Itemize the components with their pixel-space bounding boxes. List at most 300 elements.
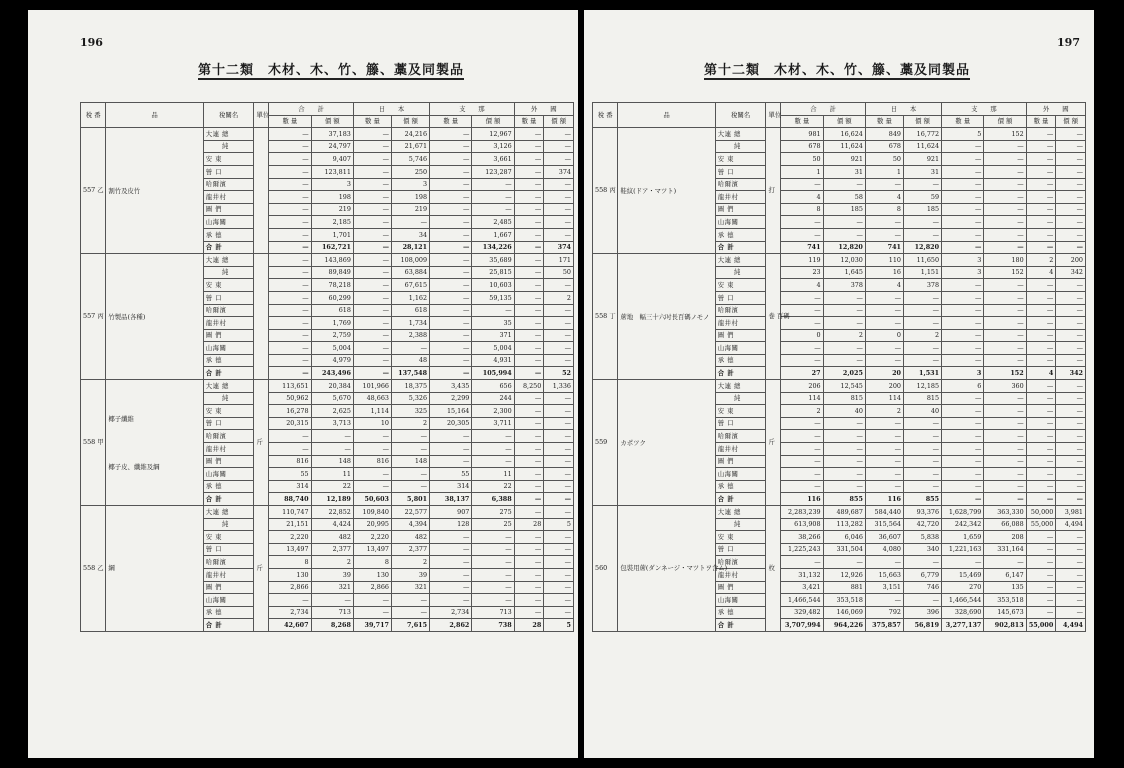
value-cell: —	[311, 443, 353, 456]
customs-name: 純	[203, 140, 254, 153]
item-name-cell	[618, 254, 715, 380]
unit-cell	[254, 254, 269, 380]
value-cell: 152	[984, 128, 1026, 141]
value-cell: 143,869	[311, 254, 353, 267]
value-cell: 198	[391, 191, 429, 204]
value-cell: —	[514, 480, 544, 493]
customs-name: 大連 總	[203, 506, 254, 519]
value-cell: —	[781, 216, 823, 229]
header-tariff-no: 稅 番	[81, 103, 106, 128]
value-cell: —	[430, 266, 472, 279]
value-cell: —	[984, 329, 1026, 342]
value-cell: —	[781, 317, 823, 330]
value-cell: 360	[984, 380, 1026, 393]
value-cell: —	[269, 291, 311, 304]
value-cell: 738	[472, 619, 514, 632]
value-cell: —	[1026, 342, 1056, 355]
value-cell: —	[942, 493, 984, 506]
value-cell: —	[1026, 228, 1056, 241]
value-cell: 171	[544, 254, 574, 267]
customs-name: 大連 總	[715, 128, 766, 141]
customs-name: 圖 們	[203, 455, 254, 468]
value-cell: 921	[903, 153, 941, 166]
value-cell: —	[942, 203, 984, 216]
value-cell: —	[472, 455, 514, 468]
item-name: 綱	[108, 564, 115, 573]
value-cell: 219	[391, 203, 429, 216]
value-cell: 678	[865, 140, 903, 153]
value-cell: —	[1026, 291, 1056, 304]
value-cell: —	[903, 556, 941, 569]
value-cell: —	[781, 417, 823, 430]
value-cell: 656	[472, 380, 514, 393]
value-cell: —	[1056, 153, 1086, 166]
value-cell: 24,216	[391, 128, 429, 141]
value-cell: —	[353, 354, 391, 367]
value-cell: —	[1026, 606, 1056, 619]
value-cell: —	[1056, 468, 1086, 481]
item-name: 包裝用蓆(ダンネージ・マツトヲ含ム)	[620, 564, 728, 573]
page-title	[704, 59, 970, 80]
value-cell: 613,908	[781, 518, 823, 531]
header-unit: 單位	[254, 103, 269, 128]
value-cell: 89,849	[311, 266, 353, 279]
value-cell: —	[781, 468, 823, 481]
value-cell: 3,661	[472, 153, 514, 166]
value-cell: —	[942, 165, 984, 178]
value-cell: 921	[823, 153, 865, 166]
customs-name: 承 德	[715, 606, 766, 619]
customs-name: 山海關	[203, 594, 254, 607]
customs-name: 大連 總	[203, 128, 254, 141]
value-cell: 678	[781, 140, 823, 153]
value-cell: —	[1026, 128, 1056, 141]
value-cell: —	[544, 556, 574, 569]
value-cell: 146,069	[823, 606, 865, 619]
value-cell: —	[1026, 531, 1056, 544]
value-cell: 4,394	[391, 518, 429, 531]
value-cell: —	[544, 455, 574, 468]
value-cell: —	[514, 594, 544, 607]
value-cell: 1	[865, 165, 903, 178]
customs-name: 哈爾濱	[203, 556, 254, 569]
value-cell: 10,603	[472, 279, 514, 292]
value-cell: —	[942, 191, 984, 204]
value-cell: —	[903, 430, 941, 443]
value-cell: —	[514, 191, 544, 204]
value-cell: 321	[391, 581, 429, 594]
value-cell: —	[865, 594, 903, 607]
value-cell: —	[514, 392, 544, 405]
customs-name: 圖 們	[203, 581, 254, 594]
value-cell: 128	[430, 518, 472, 531]
customs-name: 龍井村	[203, 443, 254, 456]
value-cell: —	[903, 594, 941, 607]
value-cell: 113,651	[269, 380, 311, 393]
value-cell: 116	[865, 493, 903, 506]
value-cell: —	[865, 228, 903, 241]
value-cell: 93,376	[903, 506, 941, 519]
value-cell: —	[823, 556, 865, 569]
value-cell: 2,299	[430, 392, 472, 405]
value-cell: 1,734	[391, 317, 429, 330]
value-cell: 2	[823, 329, 865, 342]
value-cell: —	[984, 468, 1026, 481]
value-cell: 15,164	[430, 405, 472, 418]
value-cell: —	[1056, 203, 1086, 216]
value-cell: 2	[781, 405, 823, 418]
value-cell: 148	[311, 455, 353, 468]
customs-name: 合 計	[715, 367, 766, 380]
value-cell: 3,707,994	[781, 619, 823, 632]
tariff-code: 557 丙	[81, 254, 106, 380]
value-cell: 9,407	[311, 153, 353, 166]
value-cell: 855	[903, 493, 941, 506]
item-name-cell	[106, 254, 203, 380]
value-cell: —	[984, 317, 1026, 330]
value-cell: —	[514, 543, 544, 556]
value-cell: 50,000	[1026, 506, 1056, 519]
value-cell: —	[865, 556, 903, 569]
customs-name: 承 德	[203, 354, 254, 367]
value-cell: —	[823, 291, 865, 304]
value-cell: —	[781, 304, 823, 317]
value-cell: 35,689	[472, 254, 514, 267]
value-cell: —	[865, 430, 903, 443]
header-customs: 稅關名	[203, 103, 254, 128]
value-cell: —	[865, 443, 903, 456]
header-value: 價 額	[391, 115, 429, 128]
value-cell: —	[984, 191, 1026, 204]
value-cell: —	[781, 228, 823, 241]
header-row	[81, 103, 574, 116]
value-cell: 2	[391, 417, 429, 430]
header-item-name: 品	[618, 103, 715, 128]
value-cell: 4	[781, 191, 823, 204]
value-cell: —	[430, 291, 472, 304]
value-cell: 78,218	[311, 279, 353, 292]
value-cell: 12,926	[823, 568, 865, 581]
customs-name: 純	[203, 518, 254, 531]
value-cell: 2	[544, 291, 574, 304]
value-cell: 4	[1026, 266, 1056, 279]
value-cell: —	[544, 430, 574, 443]
value-cell: 88,740	[269, 493, 311, 506]
value-cell: —	[823, 443, 865, 456]
customs-name: 合 計	[203, 241, 254, 254]
value-cell: 39	[311, 568, 353, 581]
value-cell: —	[1026, 430, 1056, 443]
value-cell: —	[269, 279, 311, 292]
value-cell: 11	[311, 468, 353, 481]
value-cell: —	[1056, 543, 1086, 556]
value-cell: —	[865, 342, 903, 355]
value-cell: —	[514, 354, 544, 367]
value-cell: 35	[472, 317, 514, 330]
value-cell: —	[544, 594, 574, 607]
value-cell: 3	[391, 178, 429, 191]
value-cell: 113,282	[823, 518, 865, 531]
value-cell: —	[269, 191, 311, 204]
value-cell: —	[544, 405, 574, 418]
value-cell: 396	[903, 606, 941, 619]
page-number: 196	[80, 36, 103, 49]
value-cell: 12,189	[311, 493, 353, 506]
value-cell: —	[269, 203, 311, 216]
value-cell: —	[942, 417, 984, 430]
table-row	[81, 380, 574, 393]
value-cell: —	[544, 342, 574, 355]
customs-name: 大連 總	[715, 380, 766, 393]
customs-name: 純	[715, 266, 766, 279]
value-cell: —	[942, 405, 984, 418]
value-cell: 1,225,243	[781, 543, 823, 556]
customs-name: 承 德	[715, 228, 766, 241]
value-cell: —	[269, 329, 311, 342]
value-cell: —	[544, 531, 574, 544]
customs-name: 哈爾濱	[715, 430, 766, 443]
value-cell: 746	[903, 581, 941, 594]
tariff-code: 558 乙	[81, 506, 106, 632]
tariff-code: 558 丙	[593, 128, 618, 254]
value-cell: —	[544, 468, 574, 481]
value-cell: 48	[391, 354, 429, 367]
value-cell: 119	[781, 254, 823, 267]
value-cell: —	[984, 304, 1026, 317]
value-cell: 21,151	[269, 518, 311, 531]
value-cell: 50,603	[353, 493, 391, 506]
value-cell: 1,151	[903, 266, 941, 279]
value-cell: —	[823, 455, 865, 468]
customs-name: 山海關	[715, 594, 766, 607]
value-cell: —	[353, 216, 391, 229]
value-cell: —	[353, 191, 391, 204]
value-cell: 250	[391, 165, 429, 178]
value-cell: —	[1056, 392, 1086, 405]
value-cell: —	[544, 279, 574, 292]
value-cell: —	[514, 581, 544, 594]
value-cell: —	[353, 203, 391, 216]
customs-name: 哈爾濱	[203, 178, 254, 191]
tariff-code: 557 乙	[81, 128, 106, 254]
value-cell: 20,305	[430, 417, 472, 430]
item-name: 蓆地 幅三十六吋長百碼ノモノ	[620, 312, 710, 321]
value-cell: 16	[865, 266, 903, 279]
left-page	[28, 10, 578, 758]
value-cell: 363,330	[984, 506, 1026, 519]
value-cell: 2,862	[430, 619, 472, 632]
title-category: 第十二類	[198, 63, 255, 78]
item-name: 椰子皮、纖維及綱	[108, 462, 160, 471]
value-cell: —	[391, 468, 429, 481]
value-cell: —	[781, 354, 823, 367]
value-cell: —	[353, 266, 391, 279]
value-cell: 39,717	[353, 619, 391, 632]
value-cell: —	[1056, 317, 1086, 330]
customs-name: 山海關	[203, 216, 254, 229]
customs-name: 純	[203, 266, 254, 279]
value-cell: —	[391, 606, 429, 619]
value-cell: 58	[823, 191, 865, 204]
value-cell: —	[514, 178, 544, 191]
value-cell: —	[903, 417, 941, 430]
value-cell: —	[430, 581, 472, 594]
value-cell: 2	[311, 556, 353, 569]
value-cell: —	[865, 455, 903, 468]
value-cell: —	[942, 241, 984, 254]
value-cell: —	[865, 354, 903, 367]
value-cell: 135	[984, 581, 1026, 594]
value-cell: —	[472, 191, 514, 204]
unit-cell: 斤	[766, 380, 781, 506]
value-cell: 22	[311, 480, 353, 493]
customs-name: 圖 們	[203, 203, 254, 216]
value-cell: 353,518	[984, 594, 1026, 607]
header-quantity: 數 量	[353, 115, 391, 128]
value-cell: —	[1056, 228, 1086, 241]
header-unit: 單位	[766, 103, 781, 128]
value-cell: —	[430, 241, 472, 254]
value-cell: 0	[781, 329, 823, 342]
title-goods: 木材、木、竹、籐、藁及同製品	[268, 63, 465, 78]
value-cell: 482	[391, 531, 429, 544]
customs-name: 哈爾濱	[203, 304, 254, 317]
customs-name: 合 計	[715, 241, 766, 254]
value-cell: —	[1056, 531, 1086, 544]
customs-name: 安 東	[203, 531, 254, 544]
value-cell: 4	[865, 191, 903, 204]
value-cell: —	[1056, 417, 1086, 430]
value-cell: —	[903, 455, 941, 468]
value-cell: —	[544, 216, 574, 229]
value-cell: —	[903, 216, 941, 229]
value-cell: 618	[391, 304, 429, 317]
value-cell: 37,183	[311, 128, 353, 141]
value-cell: —	[544, 581, 574, 594]
value-cell: —	[903, 178, 941, 191]
value-cell: 56,819	[903, 619, 941, 632]
value-cell: 101,966	[353, 380, 391, 393]
customs-name: 大連 總	[715, 254, 766, 267]
value-cell: —	[514, 140, 544, 153]
value-cell: —	[430, 455, 472, 468]
unit-cell	[254, 128, 269, 254]
customs-name: 大連 總	[203, 380, 254, 393]
value-cell: —	[942, 140, 984, 153]
customs-name: 龍井村	[715, 443, 766, 456]
value-cell: 964,226	[823, 619, 865, 632]
value-cell: 741	[865, 241, 903, 254]
customs-name: 合 計	[715, 619, 766, 632]
value-cell: 16,772	[903, 128, 941, 141]
value-cell: 180	[984, 254, 1026, 267]
item-name-cell	[106, 380, 203, 506]
page-number: 197	[1057, 36, 1080, 49]
value-cell: 489,687	[823, 506, 865, 519]
value-cell: 8	[781, 203, 823, 216]
value-cell: —	[942, 304, 984, 317]
customs-name: 合 計	[715, 493, 766, 506]
value-cell: —	[544, 140, 574, 153]
value-cell: —	[984, 392, 1026, 405]
value-cell: —	[984, 165, 1026, 178]
value-cell: —	[514, 556, 544, 569]
value-cell: 5,838	[903, 531, 941, 544]
value-cell: —	[781, 480, 823, 493]
item-name: 竹製品(各種)	[108, 312, 146, 321]
value-cell: —	[472, 443, 514, 456]
value-cell: —	[865, 178, 903, 191]
value-cell: —	[269, 165, 311, 178]
value-cell: —	[430, 216, 472, 229]
value-cell: 66,088	[984, 518, 1026, 531]
value-cell: —	[430, 304, 472, 317]
value-cell: —	[865, 417, 903, 430]
value-cell: 2,625	[311, 405, 353, 418]
value-cell: 50,962	[269, 392, 311, 405]
value-cell: —	[1026, 279, 1056, 292]
value-cell: 8,268	[311, 619, 353, 632]
value-cell: 40	[823, 405, 865, 418]
value-cell: —	[514, 165, 544, 178]
value-cell: 584,440	[865, 506, 903, 519]
customs-name: 營 口	[715, 291, 766, 304]
value-cell: —	[984, 216, 1026, 229]
value-cell: 1,466,544	[781, 594, 823, 607]
value-cell: —	[269, 140, 311, 153]
value-cell: 244	[472, 392, 514, 405]
value-cell: 7,615	[391, 619, 429, 632]
value-cell: —	[430, 543, 472, 556]
value-cell: —	[903, 317, 941, 330]
value-cell: 378	[903, 279, 941, 292]
customs-name: 合 計	[203, 367, 254, 380]
value-cell: 20,315	[269, 417, 311, 430]
value-cell: 42,607	[269, 619, 311, 632]
value-cell: —	[1056, 165, 1086, 178]
item-name-cell	[618, 380, 715, 506]
customs-name: 哈爾濱	[715, 556, 766, 569]
value-cell: —	[353, 480, 391, 493]
value-cell: 242,342	[942, 518, 984, 531]
customs-name: 承 德	[203, 228, 254, 241]
value-cell: 22	[472, 480, 514, 493]
value-cell: 2,220	[269, 531, 311, 544]
customs-name: 安 東	[715, 153, 766, 166]
value-cell: —	[430, 556, 472, 569]
value-cell: —	[430, 191, 472, 204]
value-cell: —	[430, 140, 472, 153]
value-cell: —	[1026, 594, 1056, 607]
value-cell: —	[1056, 405, 1086, 418]
table-row	[593, 380, 1086, 393]
value-cell: 20,384	[311, 380, 353, 393]
value-cell: —	[1026, 317, 1056, 330]
table-row	[81, 254, 574, 267]
value-cell: —	[781, 556, 823, 569]
value-cell: 4,494	[1056, 619, 1086, 632]
value-cell: —	[514, 367, 544, 380]
value-cell: 325	[391, 405, 429, 418]
value-cell: 2,866	[353, 581, 391, 594]
value-cell: 1,659	[942, 531, 984, 544]
value-cell: —	[984, 153, 1026, 166]
value-cell: —	[942, 342, 984, 355]
value-cell: —	[903, 228, 941, 241]
value-cell: 162,721	[311, 241, 353, 254]
value-cell: —	[514, 342, 544, 355]
value-cell: —	[984, 241, 1026, 254]
